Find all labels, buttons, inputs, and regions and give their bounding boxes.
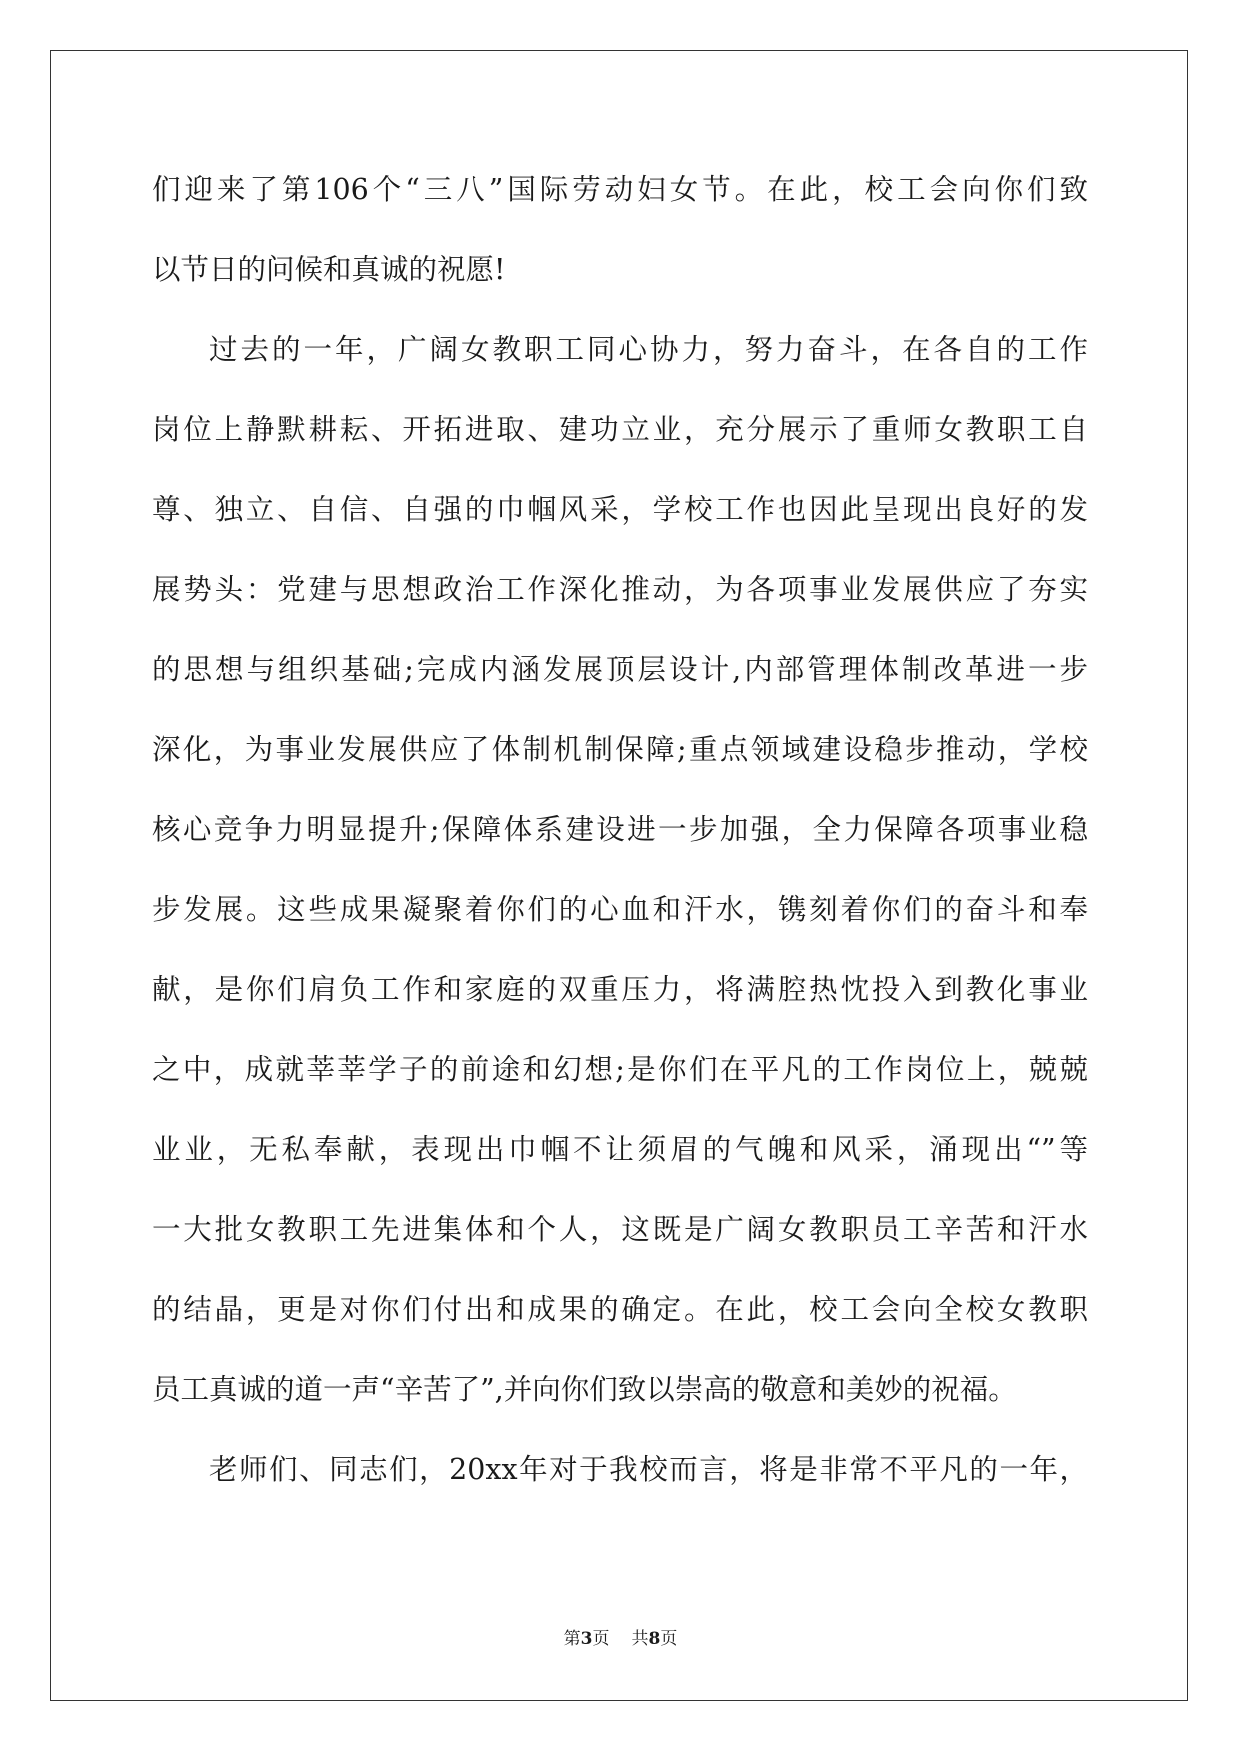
text-line: 的结晶，更是对你们付出和成果的确定。在此，校工会向全校女教职	[152, 1293, 1088, 1326]
text-line: 一大批女教职工先进集体和个人，这既是广阔女教职员工辛苦和汗水	[152, 1213, 1088, 1246]
footer-total-prefix: 共	[631, 1629, 649, 1649]
text-line: 的思想与组织基础;完成内涵发展顶层设计,内部管理体制改革进一步	[152, 653, 1088, 686]
text-line: 尊、独立、自信、自强的巾帼风采，学校工作也因此呈现出良好的发	[152, 493, 1088, 526]
text-line: 以节日的问候和真诚的祝愿!	[152, 253, 506, 286]
text-line: 献，是你们肩负工作和家庭的双重压力，将满腔热忱投入到教化事业	[152, 973, 1088, 1006]
text-line: 步发展。这些成果凝聚着你们的心血和汗水，镌刻着你们的奋斗和奉	[152, 893, 1088, 926]
text-line: 业业，无私奉献，表现出巾帼不让须眉的气魄和风采，涌现出“”等	[152, 1133, 1088, 1166]
footer-page-number: 3	[580, 1629, 593, 1649]
text-line: 深化，为事业发展供应了体制机制保障;重点领域建设稳步推动，学校	[152, 733, 1088, 766]
text-line: 们迎来了第106个“三八”国际劳动妇女节。在此，校工会向你们致	[152, 173, 1088, 206]
text-line: 展势头：党建与思想政治工作深化推动，为各项事业发展供应了夯实	[152, 573, 1088, 606]
paragraph-first-line: 过去的一年，广阔女教职工同心协力，努力奋斗，在各自的工作	[209, 333, 1088, 366]
footer-page-suffix: 页	[592, 1629, 610, 1649]
footer-total-pages: 8	[648, 1629, 661, 1649]
text-line: 之中，成就莘莘学子的前途和幻想;是你们在平凡的工作岗位上，兢兢	[152, 1053, 1088, 1086]
document-body	[152, 163, 1088, 1523]
page-footer	[0, 1627, 1241, 1651]
paragraph-first-line: 老师们、同志们，20xx年对于我校而言，将是非常不平凡的一年，	[209, 1453, 1088, 1486]
text-line: 岗位上静默耕耘、开拓进取、建功立业，充分展示了重师女教职工自	[152, 413, 1088, 446]
footer-page-prefix: 第	[563, 1629, 581, 1649]
text-line: 员工真诚的道一声“辛苦了”,并向你们致以崇高的敬意和美妙的祝福。	[152, 1373, 1017, 1406]
footer-total-suffix: 页	[660, 1629, 678, 1649]
text-line: 核心竞争力明显提升;保障体系建设进一步加强，全力保障各项事业稳	[152, 813, 1088, 846]
